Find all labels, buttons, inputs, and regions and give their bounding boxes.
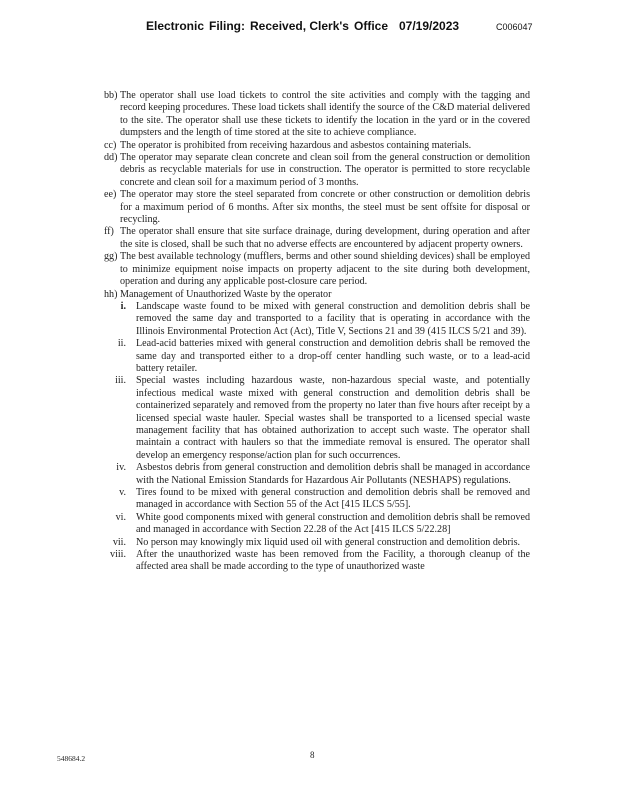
list-item-gg	[104, 251, 530, 288]
header-date: 07/19/2023	[399, 19, 460, 33]
sub-text: Tires found to be mixed with general construction and demolition debris shall be removed and managed in accordance with Section 55 of the Act [415 ILCS 5/55].	[136, 487, 530, 511]
sub-number: iv.	[116, 462, 126, 474]
list-item-ff	[104, 226, 530, 251]
header-word-office: Office	[354, 19, 389, 33]
list-text: The operator shall use load tickets to control the site activities and comply with the tagging and record keeping procedures. These load tickets shall identify the source of the C&D material delivered to the site. The operator shall use these tickets to identify the location in the yard or in the covered dumpsters and the length of time stored at the site to achieve compliance.	[120, 90, 530, 139]
sub-text: After the unauthorized waste has been removed from the Facility, a thorough cleanup of the affected area shall be made according to the type of unauthorized waste	[136, 549, 530, 573]
list-text: The operator may store the steel separated from concrete or other construction or demolition debris for a maximum period of 6 months. After six months, the steel must be sent offsite for disposal or recycling.	[120, 189, 530, 226]
sub-item-viii	[104, 549, 530, 574]
list-label: cc)	[104, 139, 117, 151]
header-code: C006047	[496, 22, 533, 32]
list-text: The operator shall ensure that site surface drainage, during development, during operation and after the site is closed, shall be such that no adverse effects are encountered by adjacent property owners.	[120, 226, 530, 250]
list-label: hh)	[104, 288, 118, 300]
header-word-filing: Filing:	[209, 19, 245, 33]
sub-item-ii	[104, 338, 530, 375]
page-number: 8	[310, 750, 315, 760]
list-text: The best available technology (mufflers, berms and other sound shielding devices) shall be employed to minimize equipment noise impacts on property adjacent to the site during both development, operation and during any applicable post-closure care period.	[120, 251, 530, 288]
sub-number: vii.	[112, 536, 126, 548]
list-item-bb	[104, 90, 530, 140]
sub-item-iii	[104, 375, 530, 462]
sub-number: i.	[120, 300, 126, 312]
sub-text: Lead-acid batteries mixed with general construction and demolition debris shall be removed the same day and transported either to a drop-off center handling such waste, or to a lead-acid battery retailer.	[136, 338, 530, 374]
sub-text: Special wastes including hazardous waste, non-hazardous special waste, and potentially infectious medical waste mixed with general construction and demolition debris shall be containerized separately and removed from the property no later than five hours after receipt by a licensed special waste hauler. Special wastes shall be transported to a licensed special waste management facility that has obtained authorization to accept such waste. The operator shall maintain a contract with haulers so that the immediate removal is ensured. The operator shall develop an emergency response/action plan for such occurrences.	[136, 375, 530, 461]
list-label: ff)	[104, 226, 114, 238]
list-label: bb)	[104, 90, 118, 101]
sub-item-iv	[104, 462, 530, 487]
list-item-dd	[104, 152, 530, 189]
list-text: The operator may separate clean concrete and clean soil from the general construction or demolition debris as recyclable materials for use in construction. The operator is permitted to store recyclable concrete and clean soil for a maximum period of 3 months.	[120, 152, 530, 188]
sub-number: v.	[119, 487, 126, 498]
sub-number: viii.	[110, 549, 126, 561]
list-item-hh	[104, 289, 530, 301]
sub-text: No person may knowingly mix liquid used oil with general construction and demolition debris.	[136, 536, 521, 548]
sub-text: White good components mixed with general construction and demolition debris shall be removed and managed in accordance with Section 22.28 of the Act [415 ILCS 5/22.28]	[136, 511, 530, 536]
header-word-received: Received, Clerk's	[250, 19, 349, 33]
sub-number: vi.	[115, 511, 126, 523]
sub-item-v	[104, 487, 530, 512]
sub-number: iii.	[115, 375, 126, 387]
filing-header	[0, 19, 618, 35]
list-text: Management of Unauthorized Waste by the operator	[120, 288, 332, 300]
sub-item-vi	[104, 512, 530, 537]
sub-item-i	[104, 301, 530, 338]
document-body	[104, 90, 530, 574]
sub-text: Asbestos debris from general construction and demolition debris shall be managed in accordance with the National Emission Standards for Hazardous Air Pollutants (NESHAPS) regulations.	[136, 462, 530, 486]
list-label: ee)	[104, 189, 117, 201]
list-text: The operator is prohibited from receiving hazardous and asbestos containing materials.	[120, 139, 472, 151]
list-label: dd)	[104, 152, 118, 164]
list-label: gg)	[104, 251, 118, 263]
list-item-ee	[104, 189, 530, 226]
sub-item-vii	[104, 537, 530, 549]
sub-text: Landscape waste found to be mixed with general construction and demolition debris shall be removed the same day and transported to a facility that is operating in accordance with the Illinois Environmental Protection Act (Act), Title V, Sections 21 and 39 (415 ILCS 5/21 and 39).	[136, 300, 530, 337]
sub-number: ii.	[117, 338, 126, 350]
header-word-electronic: Electronic	[146, 19, 205, 33]
list-item-cc	[104, 140, 530, 152]
document-id: 548684.2	[57, 754, 86, 763]
